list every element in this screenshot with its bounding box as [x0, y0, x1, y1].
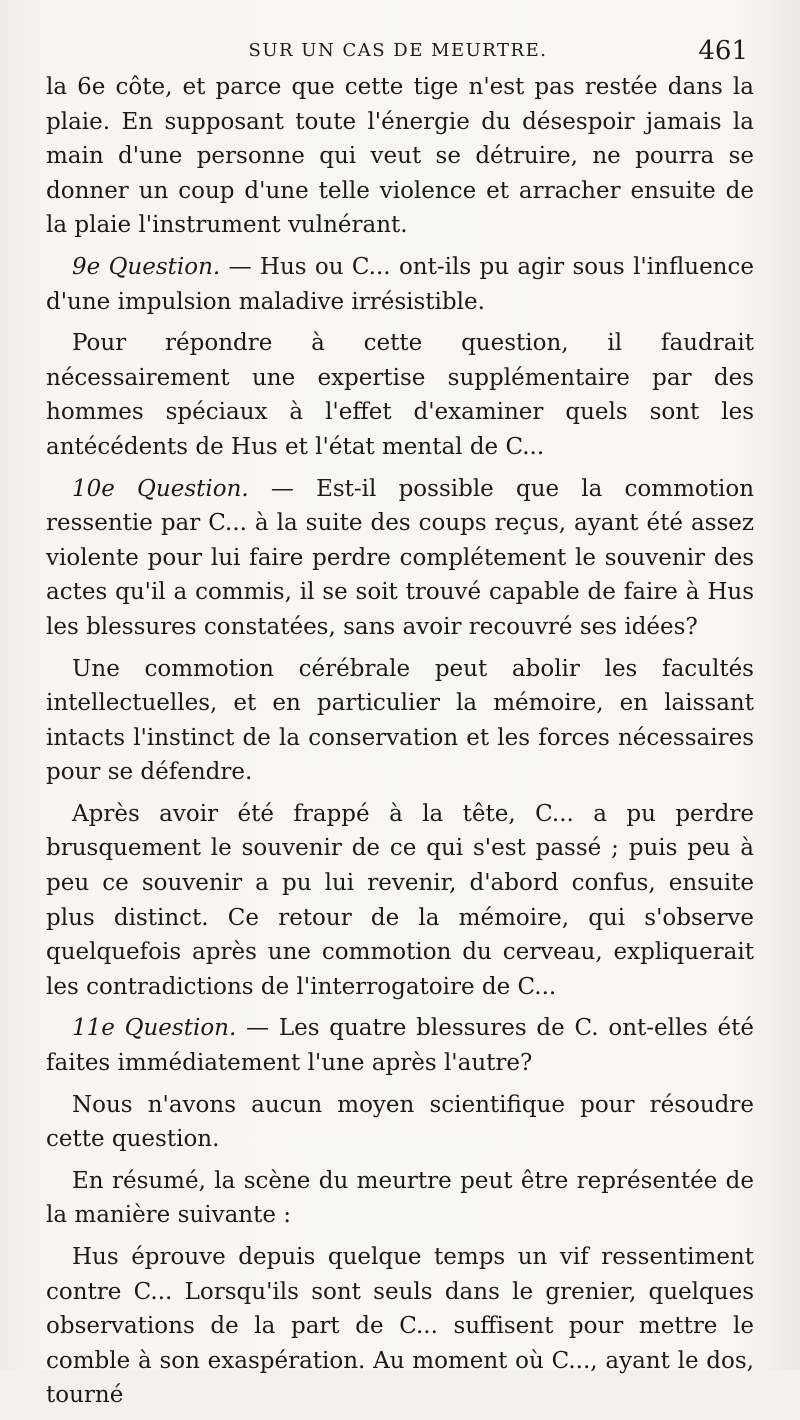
paragraph-text: Nous n'avons aucun moyen scientifique pour résoudre cette question.: [46, 1091, 754, 1153]
paragraph-text: la 6e côte, et parce que cette tige n'est pas restée dans la plaie. En supposant toute l'énergie du désespoir jamais la main d'une personne qui veut se détruire, ne pourra se donner un coup d'une telle violence et arracher ensuite de la plaie l'instrument vulnérant.: [46, 74, 754, 239]
answer-9: [46, 326, 754, 464]
paragraph-text: Une commotion cérébrale peut abolir les facultés intellectuelles, et en particulier la mémoire, en laissant intacts l'instinct de la conservation et les forces nécessaires pour se défendre.: [46, 655, 754, 786]
running-head: [48, 36, 748, 66]
paragraph-continuation: [46, 70, 754, 243]
summary-narrative: [46, 1240, 754, 1413]
question-9: [46, 250, 754, 319]
paragraph-text: Pour répondre à cette question, il faudrait nécessairement une expertise supplémentaire par des hommes spéciaux à l'effet d'examiner quels sont les antécédents de Hus et l'état mental de C...: [46, 330, 754, 460]
question-text: — Les quatre blessures de C. ont-elles été faites immédiatement l'une après l'autre?: [46, 1015, 755, 1077]
question-label: 9e Question.: [72, 253, 221, 280]
question-10: [46, 472, 754, 645]
question-label: 11e Question.: [72, 1015, 237, 1042]
answer-11: [46, 1088, 754, 1157]
paragraph-text: En résumé, la scène du meurtre peut être représentée de la manière suivante :: [46, 1167, 754, 1229]
paragraph-text: Après avoir été frappé à la tête, C... a pu perdre brusquement le souvenir de ce qui s'est passé ; puis peu à peu ce souvenir a pu lui revenir, d'abord confus, ensuite plus distinct. Ce retour de la mémoire, qui s'observe quelquefois après une commotion du cerveau, expliquerait les contradictions de l'interrogatoire de C...: [46, 800, 754, 1000]
running-title: SUR UN CAS DE MEURTRE.: [248, 40, 548, 61]
paragraph-text: Hus éprouve depuis quelque temps un vif ressentiment contre C... Lorsqu'ils sont seuls dans le grenier, quelques observations de la part de C... suffisent pour mettre le comble à son exaspération. Au moment où C..., ayant le dos, tourné: [46, 1244, 754, 1409]
question-text: — Est-il possible que la commotion ressentie par C... à la suite des coups reçus, ayant été assez violente pour lui faire perdre complétement le souvenir des actes qu'il a commis, il se soit trouvé capable de faire à Hus les blessures constatées, sans avoir recouvré ses idées?: [46, 475, 755, 640]
summary-intro: [46, 1164, 754, 1233]
question-11: [46, 1011, 754, 1080]
page-number: 461: [698, 36, 748, 66]
answer-10-part-2: [46, 797, 754, 1005]
page-body: [46, 70, 754, 1420]
answer-10-part-1: [46, 652, 754, 790]
question-label: 10e Question.: [72, 475, 249, 502]
question-text: — Hus ou C... ont-ils pu agir sous l'influence d'une impulsion maladive irrésistible.: [46, 253, 754, 315]
